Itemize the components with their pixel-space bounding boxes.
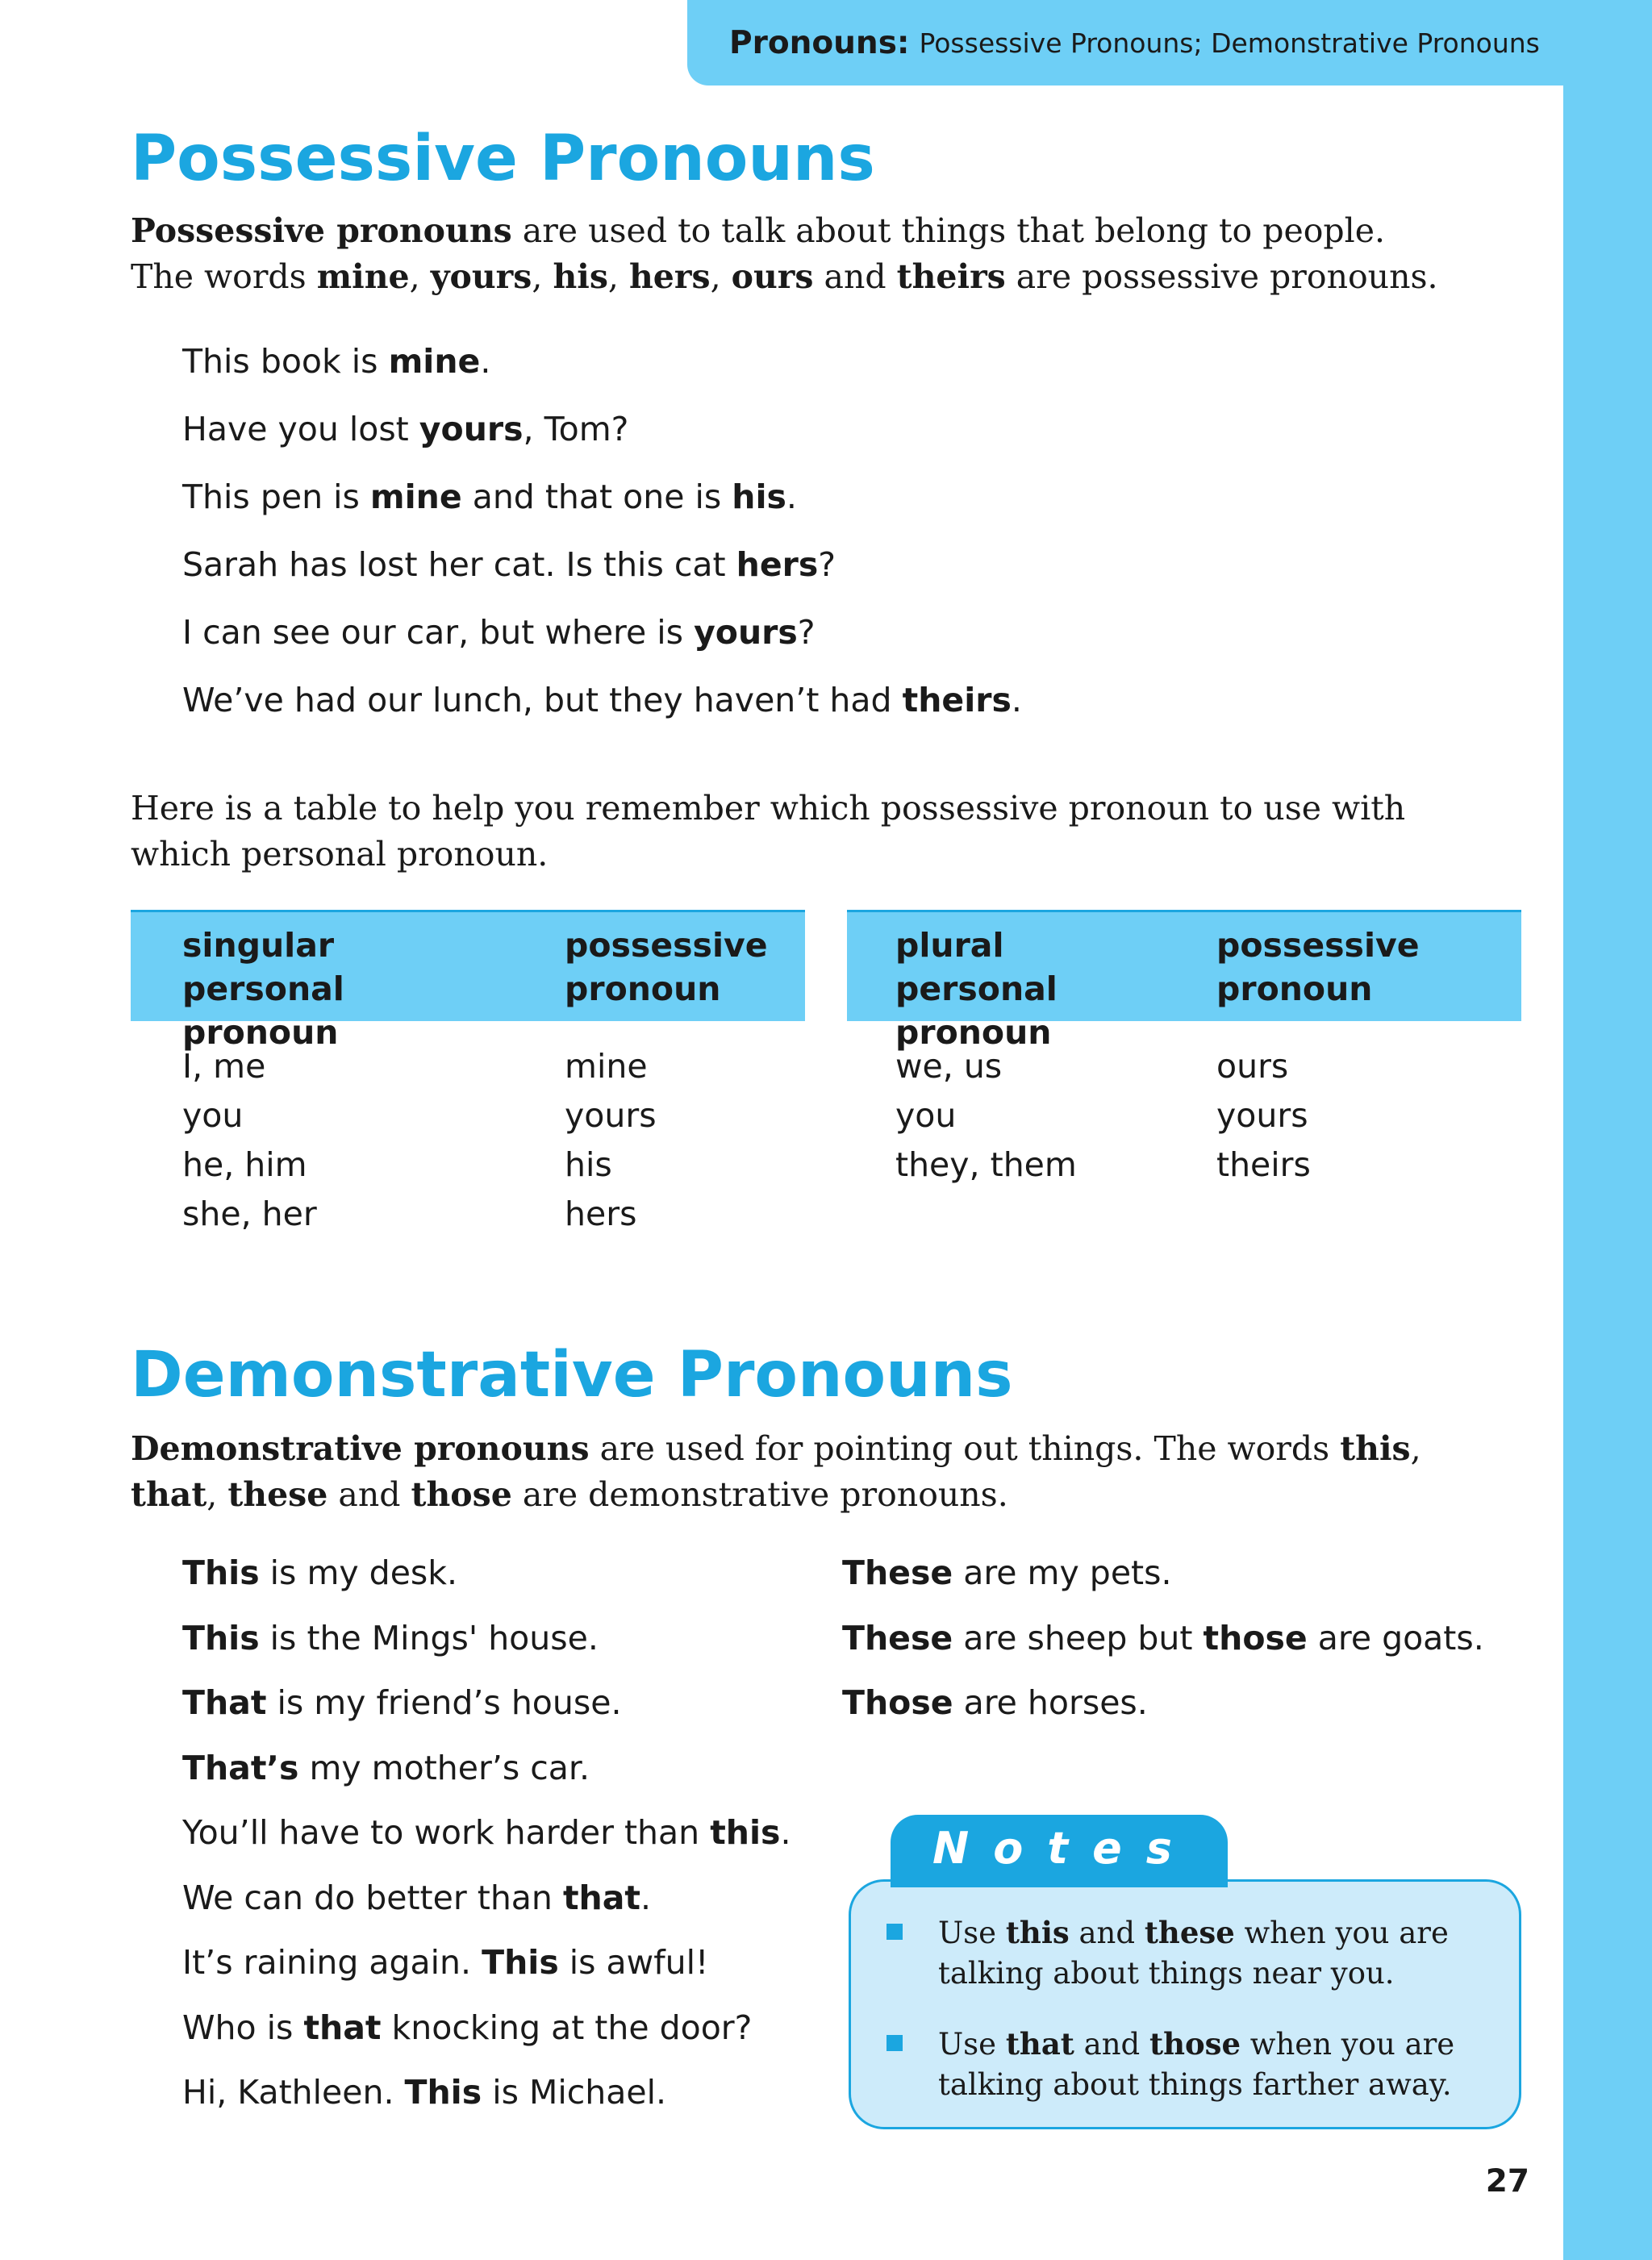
running-header: [687, 0, 1563, 85]
bold-term: hers: [628, 257, 711, 296]
example-line: [182, 2060, 791, 2125]
example-line: [182, 463, 1022, 531]
example-line: [182, 1670, 791, 1736]
example-line: [182, 1541, 791, 1606]
bold-term: theirs: [902, 681, 1012, 719]
bold-term: ours: [731, 257, 814, 296]
example-line: [182, 598, 1022, 666]
bold-term: These: [842, 1618, 953, 1657]
text-run: are possessive pronouns.: [1005, 257, 1438, 296]
example-line: [842, 1606, 1484, 1671]
text-run: are goats.: [1307, 1618, 1484, 1657]
column-header: plural personal pronoun: [895, 926, 1058, 1052]
bold-term: these: [1144, 1915, 1235, 1950]
possessive-pronoun-column: [1216, 1042, 1311, 1190]
bold-term: this: [1005, 1915, 1070, 1950]
bold-term: this: [1340, 1429, 1411, 1468]
text-run: You’ll have to work harder than: [182, 1813, 711, 1852]
table-cell: I, me: [182, 1047, 266, 1086]
bold-term: that: [303, 2008, 382, 2047]
bold-term: Demonstrative pronouns: [131, 1429, 590, 1468]
example-line: [182, 1606, 791, 1671]
singular-pronoun-table: [131, 910, 805, 1240]
table-cell: his: [565, 1145, 612, 1184]
text-run: ,: [532, 257, 553, 296]
table-cell: ours: [1216, 1047, 1289, 1086]
text-run: ?: [818, 545, 836, 584]
column-header: singular personal pronoun: [182, 926, 344, 1052]
bold-term: That: [182, 1683, 267, 1722]
bold-term: This: [404, 2073, 482, 2112]
bold-term: This: [182, 1618, 260, 1657]
column-header: possessive pronoun: [1216, 926, 1420, 1008]
text-run: This book is: [182, 342, 389, 381]
bold-term: his: [732, 477, 786, 516]
possessive-title: Possessive Pronouns: [131, 123, 875, 195]
example-line: [182, 1736, 791, 1801]
table-intro: Here is a table to help you remember which possessive pronoun to use with which personal pronoun.: [131, 789, 1406, 874]
bold-term: those: [411, 1475, 512, 1514]
text-run: Use: [938, 1916, 1006, 1950]
demonstrative-examples-left: [182, 1541, 791, 2125]
text-run: Have you lost: [182, 410, 419, 448]
text-run: ,: [607, 257, 629, 296]
text-run: Sarah has lost her cat. Is this cat: [182, 545, 736, 584]
text-run: are my pets.: [953, 1553, 1172, 1592]
text-run: ,: [206, 1475, 228, 1514]
example-line: [182, 666, 1022, 734]
note-item: [886, 1912, 1483, 1994]
table-header: [131, 910, 805, 1052]
text-run: my mother’s car.: [298, 1748, 590, 1787]
bold-term: These: [842, 1553, 953, 1592]
example-line: [842, 1670, 1484, 1736]
text-run: Who is: [182, 2008, 304, 2047]
bold-term: theirs: [896, 257, 1006, 296]
example-line: [842, 1541, 1484, 1606]
bold-term: this: [710, 1813, 781, 1852]
bold-term: mine: [388, 342, 481, 381]
table-cell: you: [895, 1096, 957, 1135]
text-run: It’s raining again.: [182, 1943, 482, 1982]
note-text: [938, 1912, 1483, 1994]
text-run: are used for pointing out things. The words: [589, 1429, 1341, 1468]
text-run: This pen is: [182, 477, 370, 516]
text-run: are demonstrative pronouns.: [511, 1475, 1008, 1514]
text-run: The words: [131, 257, 317, 296]
table-cell: yours: [565, 1096, 657, 1135]
bold-term: Possessive pronouns: [131, 211, 512, 250]
text-run: I can see our car, but where is: [182, 613, 695, 652]
text-run: is awful!: [558, 1943, 709, 1982]
example-line: [182, 327, 1022, 395]
running-header-lead: Pronouns:: [729, 24, 910, 61]
text-run: is Michael.: [482, 2073, 667, 2112]
bold-term: mine: [316, 257, 410, 296]
text-run: ,: [1410, 1429, 1421, 1468]
text-run: .: [1011, 681, 1022, 719]
square-bullet-icon: [886, 1924, 903, 1940]
side-color-strip: [1563, 0, 1652, 2260]
text-run: Hi, Kathleen.: [182, 2073, 405, 2112]
text-run: and: [1069, 1916, 1145, 1950]
text-run: We’ve had our lunch, but they haven’t had: [182, 681, 903, 719]
bold-term: This: [182, 1553, 260, 1592]
bold-term: that: [1005, 2026, 1074, 2062]
note-text: [938, 2024, 1483, 2105]
possessive-examples: [182, 327, 1022, 734]
bold-term: yours: [694, 613, 798, 652]
bold-term: Those: [842, 1683, 953, 1722]
table-cell: he, him: [182, 1145, 307, 1184]
text-run: .: [480, 342, 491, 381]
text-run: are sheep but: [953, 1618, 1204, 1657]
text-run: We can do better than: [182, 1878, 563, 1917]
column-header: possessive pronoun: [565, 926, 768, 1008]
example-line: [182, 531, 1022, 598]
text-run: when you are talking about things farther away.: [938, 2027, 1455, 2102]
text-run: .: [640, 1878, 652, 1917]
table-cell: mine: [565, 1047, 648, 1086]
demonstrative-intro: [131, 1426, 1494, 1518]
text-run: ,: [409, 257, 431, 296]
text-run: knocking at the door?: [381, 2008, 753, 2047]
table-header: [847, 910, 1521, 1052]
notes-box: [849, 1879, 1521, 2129]
table-cell: they, them: [895, 1145, 1077, 1184]
text-run: are used to talk about things that belong to people.: [511, 211, 1386, 250]
text-run: , Tom?: [523, 410, 629, 448]
note-item: [886, 2024, 1483, 2105]
bold-term: yours: [419, 410, 524, 448]
text-run: ?: [797, 613, 816, 652]
bold-term: yours: [430, 257, 532, 296]
text-run: .: [786, 477, 797, 516]
text-run: when you are talking about things near you.: [938, 1916, 1449, 1991]
plural-pronoun-table: [847, 910, 1521, 1240]
example-line: [182, 395, 1022, 463]
table-cell: hers: [565, 1195, 637, 1233]
table-cell: theirs: [1216, 1145, 1311, 1184]
demonstrative-examples-right: [842, 1541, 1484, 1736]
bold-term: those: [1203, 1618, 1308, 1657]
bold-term: that: [562, 1878, 641, 1917]
text-run: Use: [938, 2027, 1006, 2062]
personal-pronoun-column: [895, 1042, 1077, 1190]
text-run: is my friend’s house.: [266, 1683, 622, 1722]
text-run: are horses.: [953, 1683, 1148, 1722]
table-cell: we, us: [895, 1047, 1003, 1086]
example-line: [182, 1930, 791, 1995]
running-header-topics: Possessive Pronouns; Demonstrative Pronouns: [919, 27, 1540, 59]
table-cell: you: [182, 1096, 244, 1135]
demonstrative-title: Demonstrative Pronouns: [131, 1339, 1013, 1411]
example-line: [182, 1995, 791, 2061]
possessive-intro: [131, 208, 1454, 300]
bold-term: his: [553, 257, 608, 296]
example-line: [182, 1866, 791, 1931]
bold-term: these: [227, 1475, 328, 1514]
bold-term: hers: [736, 545, 819, 584]
text-run: and that one is: [461, 477, 732, 516]
bold-term: That’s: [182, 1748, 299, 1787]
page-number: 27: [1485, 2163, 1529, 2200]
example-line: [182, 1800, 791, 1866]
possessive-pronoun-column: [565, 1042, 657, 1239]
bold-term: those: [1149, 2026, 1241, 2062]
bold-term: This: [482, 1943, 559, 1982]
square-bullet-icon: [886, 2035, 903, 2051]
text-run: is the Mings' house.: [259, 1618, 599, 1657]
text-run: and: [327, 1475, 411, 1514]
table-cell: yours: [1216, 1096, 1308, 1135]
text-run: and: [813, 257, 897, 296]
bold-term: that: [131, 1475, 207, 1514]
personal-pronoun-column: [182, 1042, 317, 1239]
text-run: and: [1074, 2027, 1149, 2062]
text-run: .: [780, 1813, 791, 1852]
notes-label: Notes: [891, 1815, 1228, 1887]
text-run: is my desk.: [259, 1553, 458, 1592]
table-cell: she, her: [182, 1195, 317, 1233]
bold-term: mine: [369, 477, 462, 516]
text-run: ,: [710, 257, 732, 296]
